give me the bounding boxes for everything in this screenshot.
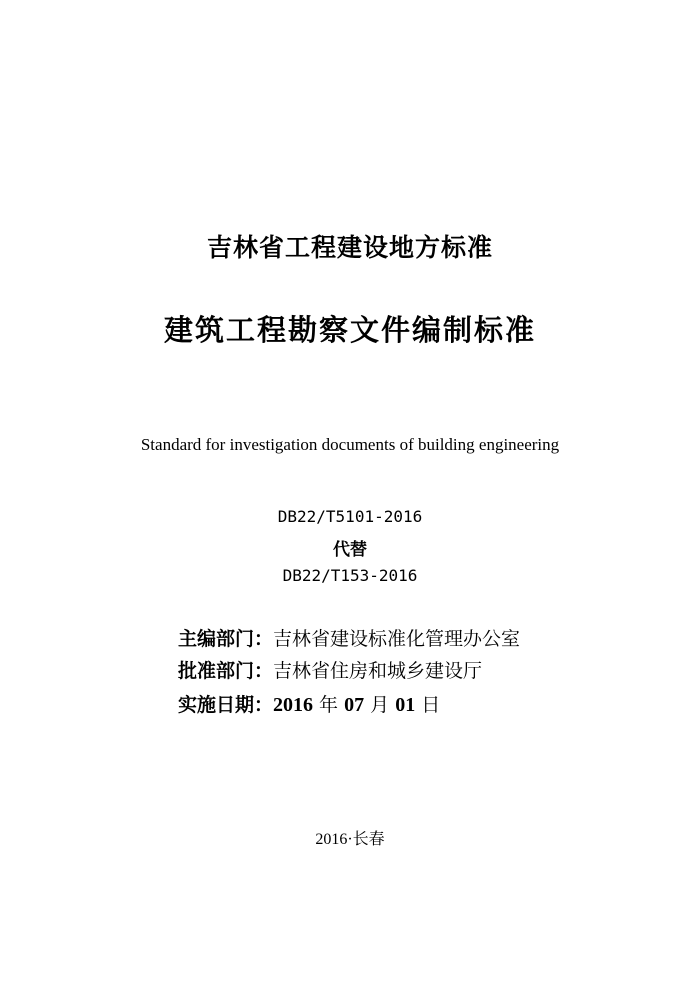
editor-label: 主编部门： xyxy=(178,628,274,650)
approver-label: 批准部门： xyxy=(178,660,274,682)
effective-year: 2016 xyxy=(273,694,314,716)
editor-value: 吉林省建设标准化管理办公室 xyxy=(273,628,521,650)
footer-place-year: 2016·长春 xyxy=(315,831,385,848)
replaced-code: DB22/T153-2016 xyxy=(282,566,418,585)
effective-date-line xyxy=(178,690,440,717)
effective-date-label: 实施日期： xyxy=(178,694,274,716)
editor-line xyxy=(178,624,520,651)
main-title: 建筑工程勘察文件编制标准 xyxy=(163,313,536,347)
approver-value: 吉林省住房和城乡建设厅 xyxy=(273,660,483,682)
month-unit: 月 xyxy=(364,694,396,716)
english-title: Standard for investigation documents of building engineering xyxy=(140,435,560,454)
series-title: 吉林省工程建设地方标准 xyxy=(206,233,493,262)
day-unit: 日 xyxy=(415,694,441,716)
replaces-label: 代替 xyxy=(333,540,367,560)
effective-day: 01 xyxy=(395,694,416,716)
year-unit: 年 xyxy=(313,694,345,716)
approver-line xyxy=(178,656,482,683)
standard-code: DB22/T5101-2016 xyxy=(277,507,423,526)
effective-month: 07 xyxy=(344,694,365,716)
